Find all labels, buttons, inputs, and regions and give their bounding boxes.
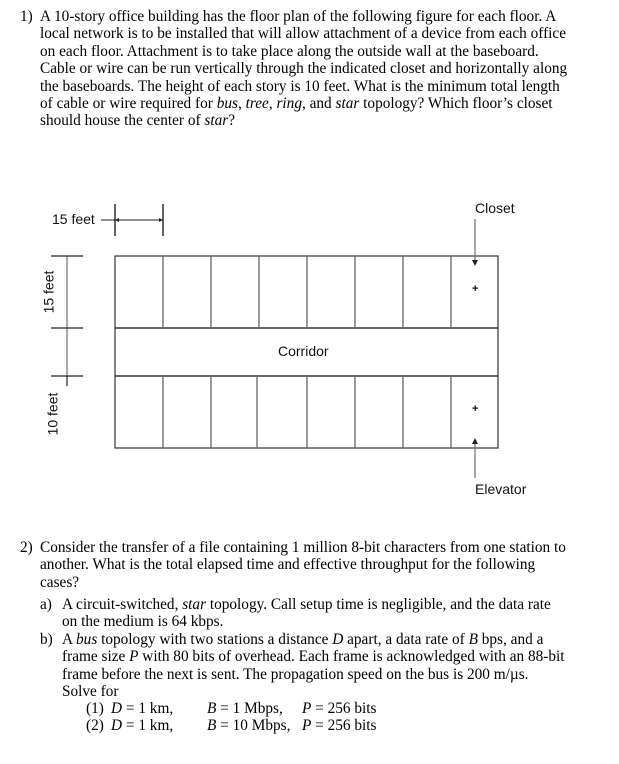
left-dimension-lower-label: 10 feet [44,392,61,436]
top-dimension-label: 15 feet [52,211,95,227]
problem-2-line: another. What is the total elapsed time and effective throughput for the following [40,556,536,574]
problem-1-number: 1) [20,8,33,25]
part-b-line: frame before the next is sent. The propagation speed on the bus is 200 m/µs. [62,665,529,683]
elevator-marker-icon: + [472,403,479,415]
part-b-line: frame size P with 80 bits of overhead. Each frame is acknowledged with an 88-bit [62,648,565,666]
problem-1-line: A 10-story office building has the floor plan of the following figure for each floor. A [40,8,557,25]
closet-arrow-icon [472,260,478,266]
case-number: (1) [86,700,104,717]
part-a-line: A circuit-switched, star topology. Call setup time is negligible, and the data rate [62,596,551,613]
left-dimension-upper-label: 15 feet [40,270,57,314]
elevator-label: Elevator [475,481,527,497]
problem-2-line: Consider the transfer of a file containing 1 million 8-bit characters from one station to [40,539,566,556]
problem-1-line: the baseboards. The height of each story is 10 feet. What is the minimum total length [40,77,560,95]
part-b-line: A bus topology with two stations a distance D apart, a data rate of B bps, and a [62,631,544,648]
case-distance: D = 1 km, [111,700,174,717]
problem-1-line: should house the center of star? [40,112,236,130]
case-rate: B = 10 Mbps, [207,717,291,735]
part-a-label: a) [40,596,52,613]
case-row [86,700,486,717]
case-number: (2) [86,717,104,735]
closet-marker-icon: + [472,283,479,295]
elevator-arrow-icon [472,438,478,444]
case-frame-size: P = 256 bits [302,700,377,717]
part-b-label: b) [40,631,53,648]
problem-1-line: on each floor. Attachment is to take place along the outside wall at the baseboard. [40,42,539,60]
case-frame-size: P = 256 bits [302,717,377,735]
problem-2-line: cases? [40,573,80,591]
case-rate: B = 1 Mbps, [207,700,283,717]
part-a-line: on the medium is 64 kbps. [62,613,224,631]
corridor-label: Corridor [278,343,329,359]
problem-2-number: 2) [20,539,33,556]
part-b-line: Solve for [62,683,119,701]
problem-1-line: local network is to be installed that will allow attachment of a device from each office [40,25,566,43]
case-distance: D = 1 km, [111,717,174,735]
problem-1-line: of cable or wire required for bus, tree, ring, and star topology? Which floor’s closet [40,95,553,113]
case-list [86,700,486,735]
case-row [86,717,486,734]
closet-label: Closet [475,200,515,216]
problem-1-line: Cable or wire can be run vertically through the indicated closet and horizontally along [40,60,568,78]
